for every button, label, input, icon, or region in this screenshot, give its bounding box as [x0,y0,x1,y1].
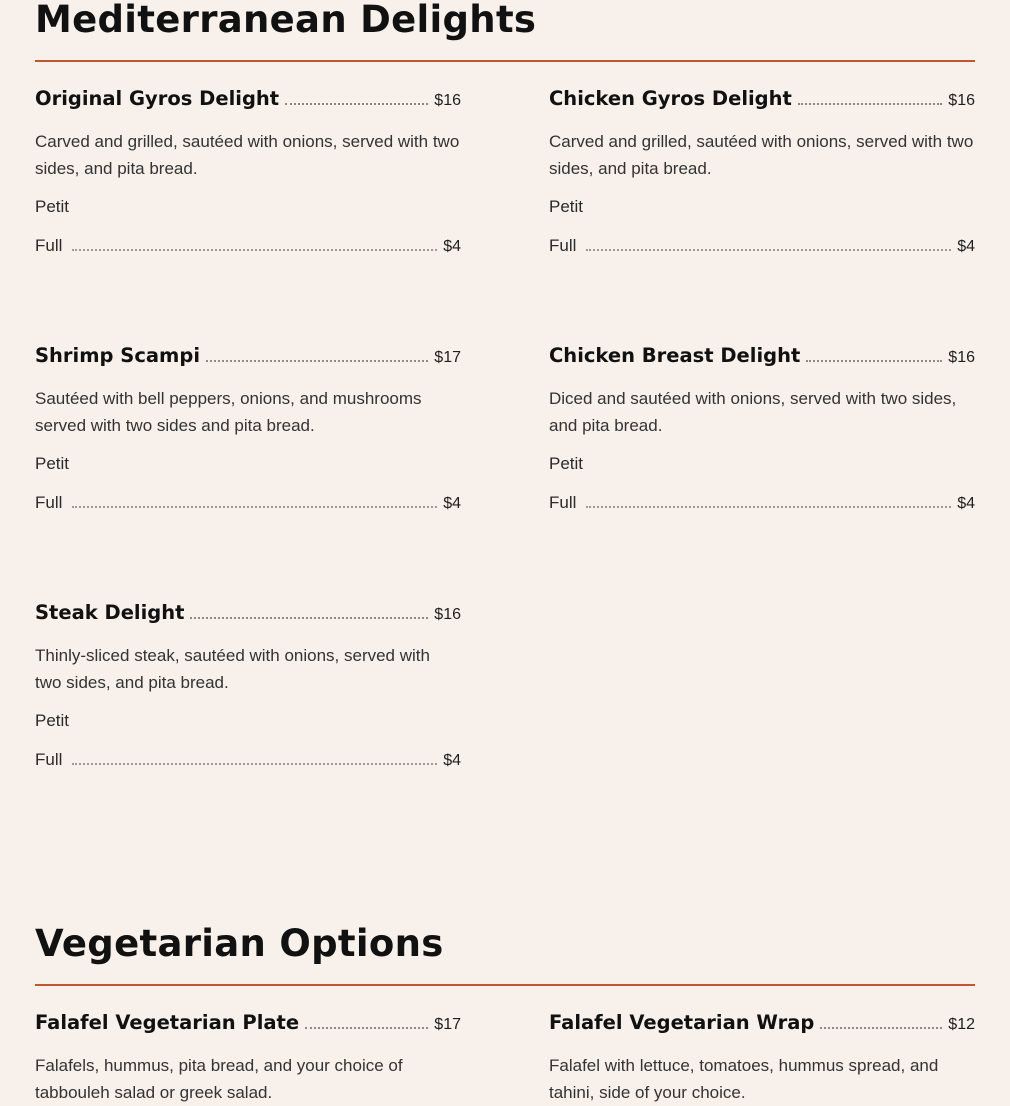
section-divider [35,984,975,986]
item-name: Shrimp Scampi [35,344,201,367]
option-petit: Petit [35,197,70,216]
item-price: $16 [948,349,975,366]
option-full: Full [35,750,63,769]
dot-leader [820,1027,942,1029]
dot-leader [586,506,951,508]
item-description: Falafels, hummus, pita bread, and your choice of tabbouleh salad or greek salad. [35,1056,403,1102]
option-price: $4 [957,238,975,255]
menu-item [35,1011,461,1106]
option-full-row [549,493,975,513]
item-name: Falafel Vegetarian Plate [35,1011,300,1034]
menu-item [35,344,461,513]
option-price: $4 [443,495,461,512]
option-full: Full [35,236,63,255]
item-description: Falafel with lettuce, tomatoes, hummus spread, and tahini, side of your choice. [549,1056,939,1102]
option-full-row [35,750,461,770]
menu-item [35,87,461,256]
dot-leader [190,617,428,619]
option-petit: Petit [549,197,584,216]
item-description: Carved and grilled, sautéed with onions, served with two sides, and pita bread. [549,132,974,178]
option-full-row [35,236,461,256]
item-description: Diced and sautéed with onions, served with two sides, and pita bread. [549,389,957,435]
option-price: $4 [957,495,975,512]
option-petit: Petit [549,454,584,473]
item-price: $16 [948,92,975,109]
section-title: Mediterranean Delights [35,0,537,41]
item-price: $16 [434,606,461,623]
option-full: Full [549,493,577,512]
item-price: $17 [434,1016,461,1033]
option-full-row [549,236,975,256]
menu-item [549,344,975,513]
dot-leader [72,763,437,765]
menu-item [549,87,975,256]
section-divider [35,60,975,62]
item-description: Sautéed with bell peppers, onions, and mushrooms served with two sides and pita bread. [35,389,422,435]
option-price: $4 [443,238,461,255]
item-description: Thinly-sliced steak, sautéed with onions, served with two sides, and pita bread. [35,646,430,692]
option-full-row [35,493,461,513]
item-name: Falafel Vegetarian Wrap [549,1011,815,1034]
item-name: Steak Delight [35,601,185,624]
item-name: Chicken Breast Delight [549,344,801,367]
option-petit: Petit [35,711,70,730]
dot-leader [206,360,428,362]
dot-leader [798,103,942,105]
option-price: $4 [443,752,461,769]
dot-leader [285,103,428,105]
item-name: Chicken Gyros Delight [549,87,792,110]
dot-leader [72,506,437,508]
item-price: $17 [434,349,461,366]
item-name: Original Gyros Delight [35,87,280,110]
option-petit: Petit [35,454,70,473]
menu-item [35,601,461,770]
item-description: Carved and grilled, sautéed with onions, served with two sides, and pita bread. [35,132,460,178]
dot-leader [305,1027,428,1029]
dot-leader [806,360,942,362]
dot-leader [72,249,437,251]
option-full: Full [35,493,63,512]
menu-item [549,1011,975,1106]
item-price: $16 [434,92,461,109]
section-title: Vegetarian Options [35,922,444,965]
dot-leader [586,249,951,251]
item-price: $12 [948,1016,975,1033]
option-full: Full [549,236,577,255]
